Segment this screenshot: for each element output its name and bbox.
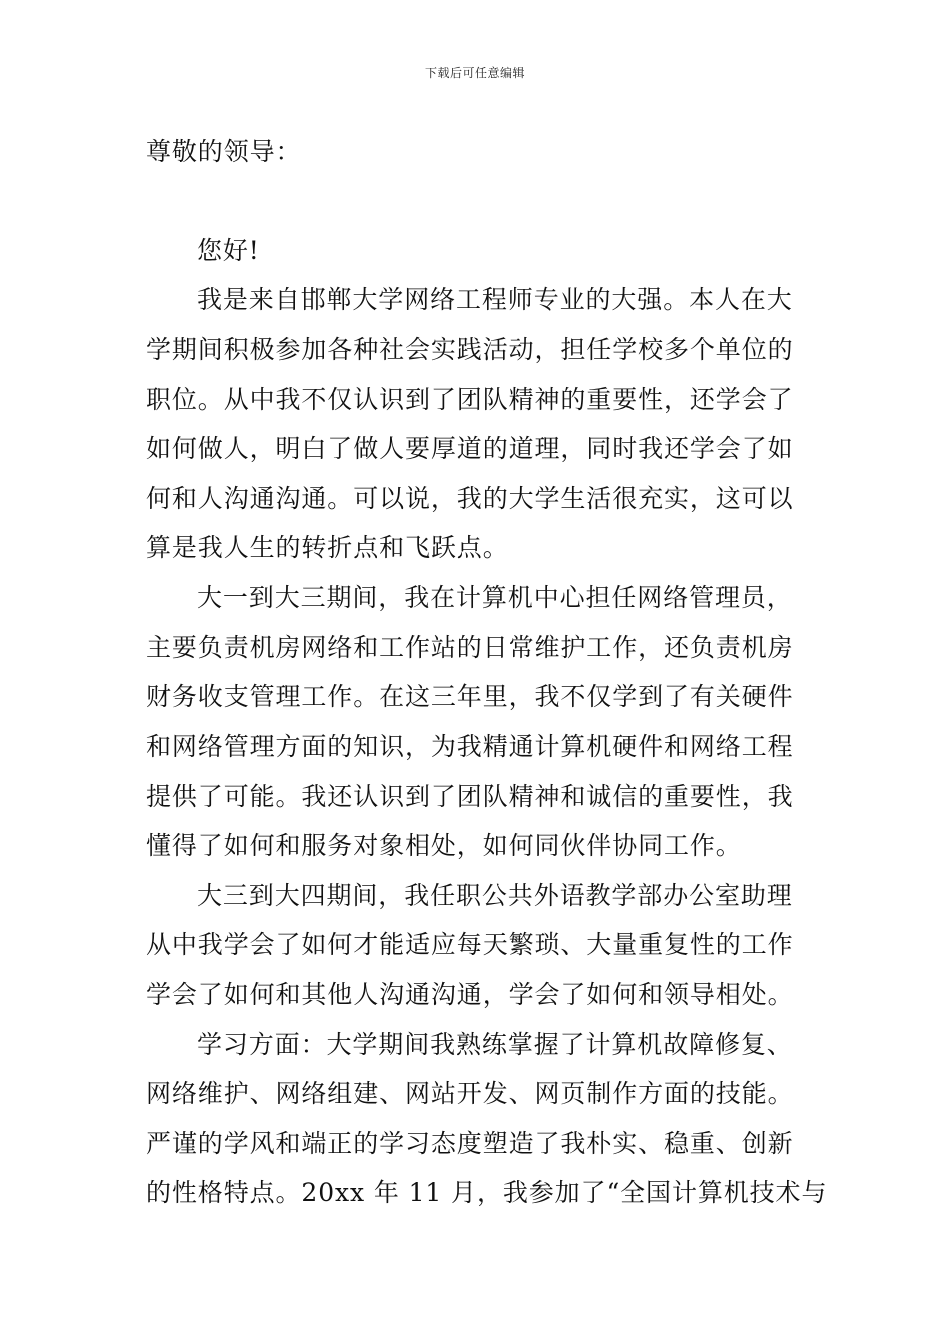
paragraph-line: 财务收支管理工作。在这三年里，我不仅学到了有关硬件 (146, 682, 794, 711)
paragraph-line: 何和人沟通沟通。可以说，我的大学生活很充实，这可以 (146, 484, 794, 513)
paragraph-line: 主要负责机房网络和工作站的日常维护工作，还负责机房 (146, 633, 794, 662)
paragraph-line: 算是我人生的转折点和飞跃点。 (146, 533, 509, 562)
paragraph-line: 学习方面：大学期间我熟练掌握了计算机故障修复、 (197, 1030, 793, 1059)
paragraph-line: 职位。从中我不仅认识到了团队精神的重要性，还学会了 (146, 385, 794, 414)
paragraph-line: 和网络管理方面的知识，为我精通计算机硬件和网络工程 (146, 732, 794, 761)
page-header: 下载后可任意编辑 (424, 66, 525, 80)
paragraph-line: 如何做人，明白了做人要厚道的道理，同时我还学会了如 (146, 434, 794, 463)
paragraph-line: 提供了可能。我还认识到了团队精神和诚信的重要性，我 (146, 782, 794, 811)
paragraph-line: 从中我学会了如何才能适应每天繁琐、大量重复性的工作 (146, 930, 794, 959)
paragraph-line: 网络维护、网络组建、网站开发、网页制作方面的技能。 (146, 1079, 794, 1108)
paragraph-line: 严谨的学风和端正的学习态度塑造了我朴实、稳重、创新 (146, 1129, 794, 1158)
paragraph-line: 的性格特点。20xx 年 11 月，我参加了“全国计算机技术与 (146, 1178, 828, 1207)
paragraph-line: 学期间积极参加各种社会实践活动，担任学校多个单位的 (146, 335, 794, 364)
paragraph-line: 懂得了如何和服务对象相处，如何同伙伴协同工作。 (146, 831, 742, 860)
paragraph-line: 我是来自邯郸大学网络工程师专业的大强。本人在大 (197, 285, 793, 314)
paragraph-line: 学会了如何和其他人沟通沟通，学会了如何和领导相处。 (146, 980, 794, 1009)
salutation: 尊敬的领导： (146, 137, 302, 166)
paragraph-line: 大一到大三期间，我在计算机中心担任网络管理员， (197, 583, 793, 612)
paragraph-line: 大三到大四期间，我任职公共外语教学部办公室助理 (197, 881, 793, 910)
greeting: 您好! (197, 236, 260, 265)
